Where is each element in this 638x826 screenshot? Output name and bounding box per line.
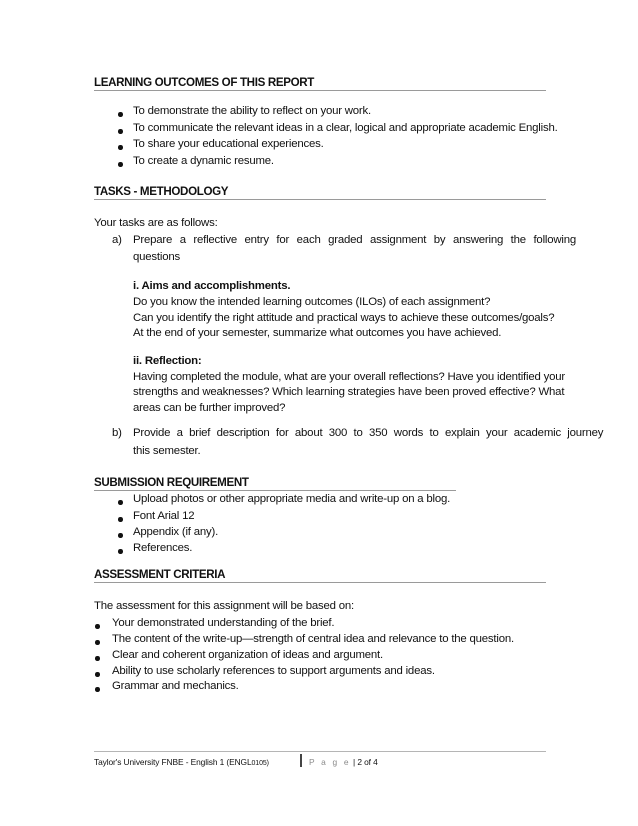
heading-rule xyxy=(94,490,456,491)
tasks-heading: TASKS - METHODOLOGY xyxy=(94,185,229,198)
bullet-icon xyxy=(95,640,100,645)
reflection-line: Having completed the module, what are your overall reflections? Have you identified your xyxy=(133,371,565,383)
reflection-line: areas can be further improved? xyxy=(133,402,286,414)
bullet-icon xyxy=(118,500,123,505)
task-b-text: Provide a brief description for about 300 to 350 words to explain your academic journey xyxy=(133,427,604,439)
bullet-icon xyxy=(118,145,123,150)
footer-page xyxy=(309,757,378,767)
bullet-icon xyxy=(118,112,123,117)
aims-title: i. Aims and accomplishments. xyxy=(133,280,291,292)
bullet-icon xyxy=(118,549,123,554)
submission-item: Upload photos or other appropriate media and write-up on a blog. xyxy=(133,493,451,505)
bullet-icon xyxy=(118,533,123,538)
task-b-text-cont: this semester. xyxy=(133,445,201,457)
bullet-icon xyxy=(95,656,100,661)
footer-page-number: | 2 of 4 xyxy=(353,757,378,767)
assessment-intro: The assessment for this assignment will be based on: xyxy=(94,600,354,612)
bullet-icon xyxy=(118,162,123,167)
footer-left xyxy=(94,757,269,767)
bullet-icon xyxy=(118,517,123,522)
assessment-heading: ASSESSMENT CRITERIA xyxy=(94,568,226,581)
task-a-text-cont: questions xyxy=(133,251,180,263)
submission-item: Appendix (if any). xyxy=(133,526,219,538)
submission-item: References. xyxy=(133,542,193,554)
bullet-icon xyxy=(95,687,100,692)
assessment-item: Ability to use scholarly references to support arguments and ideas. xyxy=(112,665,435,677)
bullet-icon xyxy=(118,129,123,134)
learning-outcomes-heading: LEARNING OUTCOMES OF THIS REPORT xyxy=(94,76,315,89)
assessment-item: Grammar and mechanics. xyxy=(112,680,239,692)
task-a-text: Prepare a reflective entry for each graded assignment by answering the following xyxy=(133,234,576,246)
learning-item: To create a dynamic resume. xyxy=(133,155,274,167)
learning-item: To demonstrate the ability to reflect on your work. xyxy=(133,105,371,117)
bullet-icon xyxy=(95,624,100,629)
task-b-marker: b) xyxy=(112,427,122,439)
task-a-marker: a) xyxy=(112,234,122,246)
heading-rule xyxy=(94,582,546,583)
assessment-item: The content of the write-up—strength of central idea and relevance to the question. xyxy=(112,633,514,645)
footer-course-code: 0105) xyxy=(251,760,269,767)
reflection-line: strengths and weaknesses? Which learning strategies have been proved effective? What xyxy=(133,386,565,398)
assessment-item: Your demonstrated understanding of the brief. xyxy=(112,617,335,629)
heading-rule xyxy=(94,199,546,200)
reflection-title: ii. Reflection: xyxy=(133,355,202,367)
assessment-item: Clear and coherent organization of ideas and argument. xyxy=(112,649,383,661)
aims-line: Do you know the intended learning outcomes (ILOs) of each assignment? xyxy=(133,296,491,308)
tasks-intro: Your tasks are as follows: xyxy=(94,217,218,229)
footer-separator xyxy=(300,754,302,767)
learning-item: To share your educational experiences. xyxy=(133,138,324,150)
submission-heading: SUBMISSION REQUIREMENT xyxy=(94,476,249,489)
bullet-icon xyxy=(95,672,100,677)
footer-course: Taylor's University FNBE - English 1 (ENGL xyxy=(94,757,252,767)
aims-line: Can you identify the right attitude and practical ways to achieve these outcomes/goals? xyxy=(133,312,555,324)
footer-page-word: P a g e xyxy=(309,757,351,767)
aims-line: At the end of your semester, summarize what outcomes you have achieved. xyxy=(133,327,502,339)
heading-rule xyxy=(94,90,546,91)
footer-rule xyxy=(94,751,546,752)
submission-item: Font Arial 12 xyxy=(133,510,195,522)
learning-item: To communicate the relevant ideas in a clear, logical and appropriate academic English. xyxy=(133,122,558,134)
